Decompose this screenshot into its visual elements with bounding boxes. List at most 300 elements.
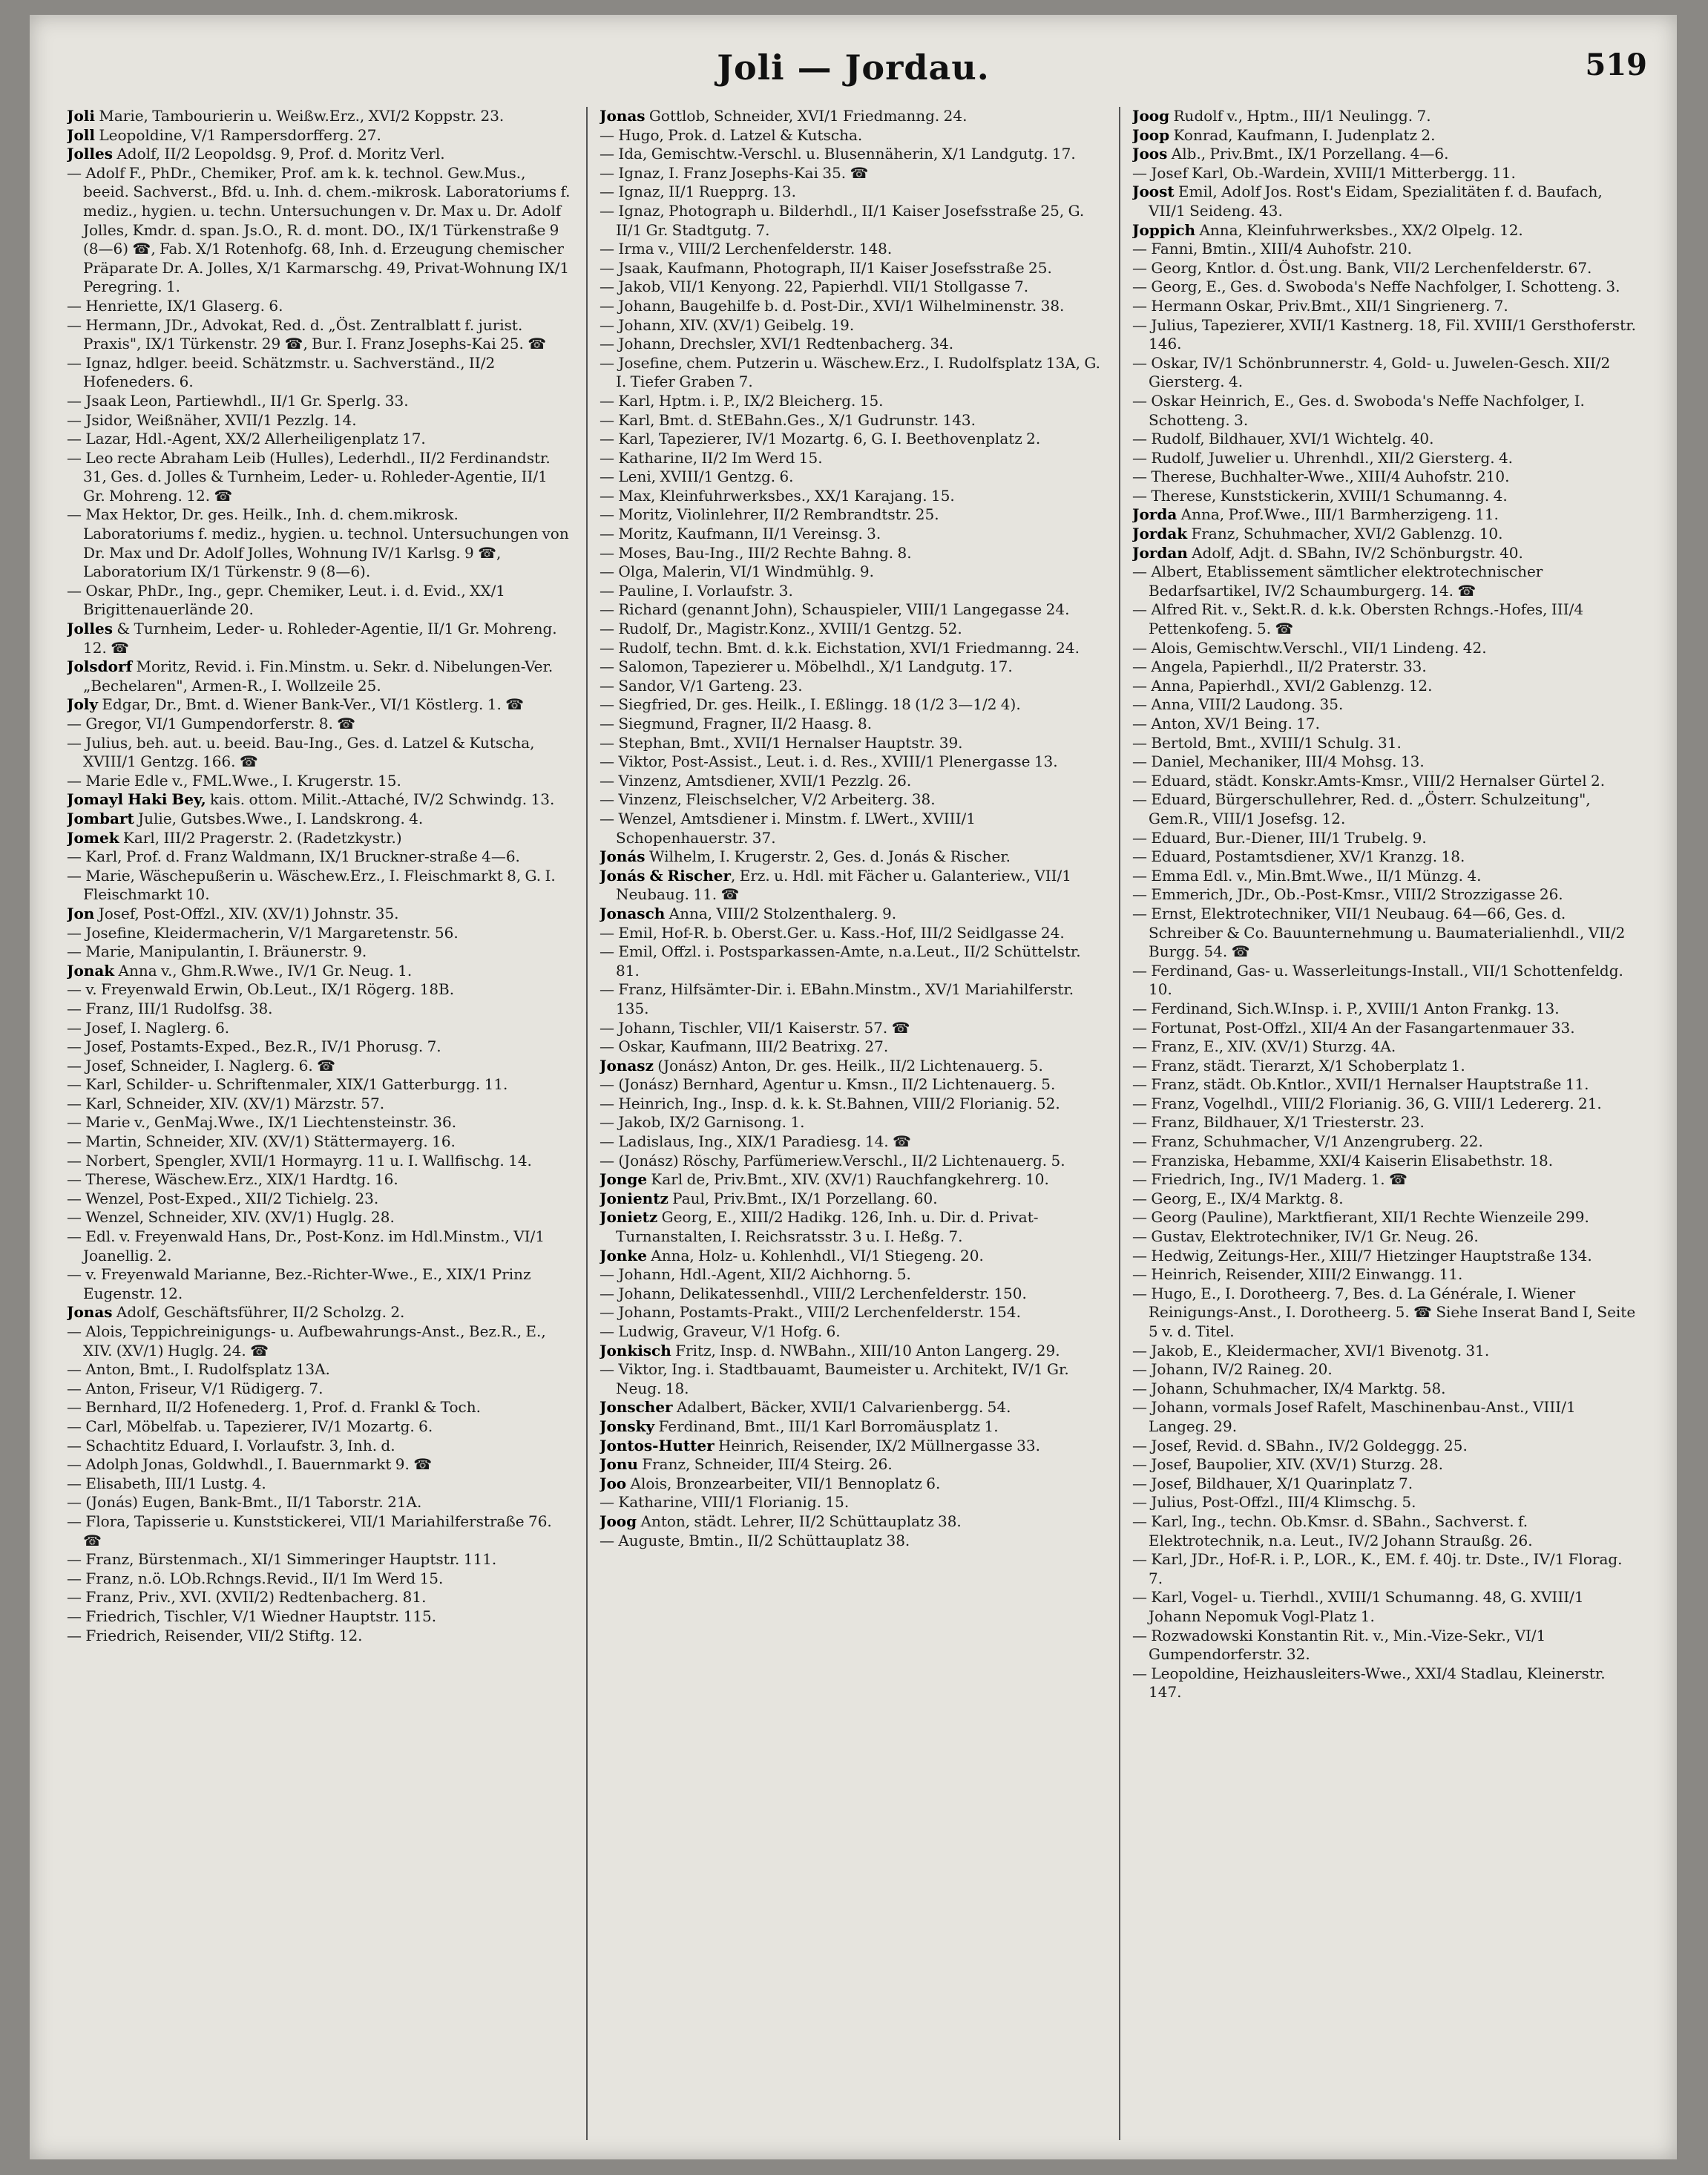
entry-text: — Karl, Vogel- u. Tierhdl., XVIII/1 Schumanng. 48, G. XVIII/1 Johann Nepomuk Vogl-Platz 1.: [1132, 1588, 1584, 1625]
entry-text: — Julius, Post-Offzl., III/4 Klimschg. 5.: [1132, 1493, 1416, 1512]
directory-entry: [67, 411, 571, 430]
entry-surname: Jonás & Rischer: [600, 866, 732, 885]
directory-entry: [67, 772, 571, 791]
entry-surname: Jonasch: [600, 904, 666, 922]
entry-text: — Leo recte Abraham Leib (Hulles), Lederhdl., II/2 Ferdinandstr. 31, Ges. d. Jolles & Turnheim, Leder- u. Rohleder-Agentie, II/1 Gr. Mohreng. 12. ☎: [67, 448, 551, 505]
entry-text: — Karl, Ing., techn. Ob.Kmsr. d. SBahn., Sachverst. f. Elektrotechnik, n.a. Leut., IV/2 Johann Straußg. 26.: [1132, 1512, 1533, 1549]
directory-entry: [600, 468, 1104, 487]
directory-entry: [600, 430, 1104, 449]
entry-text: Adolf, II/2 Leopoldsg. 9, Prof. d. Moritz Verl.: [112, 145, 445, 163]
directory-entry: [67, 1512, 571, 1550]
directory-entry: [67, 1037, 571, 1057]
entry-text: Karl de, Priv.Bmt., XIV. (XV/1) Rauchfangkehrerg. 10.: [647, 1170, 1049, 1189]
directory-entry: [67, 1227, 571, 1265]
entry-text: — Max, Kleinfuhrwerksbes., XX/1 Karajang. 15.: [600, 486, 955, 505]
directory-entry: [1132, 430, 1637, 449]
entry-text: Alb., Priv.Bmt., IX/1 Porzellang. 4—6.: [1167, 145, 1449, 163]
directory-entry: [67, 1455, 571, 1474]
directory-entry: [1132, 505, 1637, 525]
entry-text: — Adolph Jonas, Goldwhdl., I. Bauernmarkt 9. ☎: [67, 1455, 433, 1474]
directory-entry: [600, 695, 1104, 715]
directory-entry: [1132, 752, 1637, 772]
entry-surname: Jordak: [1132, 525, 1188, 543]
directory-entry: [67, 847, 571, 867]
directory-entry: [1132, 392, 1637, 430]
entry-text: Anna, Holz- u. Kohlenhdl., VI/1 Stiegeng. 20.: [646, 1246, 984, 1264]
entry-text: — Josef, Postamts-Exped., Bez.R., IV/1 Phorusg. 7.: [67, 1037, 441, 1056]
directory-entry: [1132, 1588, 1637, 1626]
entry-text: — Georg, E., Ges. d. Swoboda's Neffe Nachfolger, I. Schotteng. 3.: [1132, 278, 1620, 296]
entry-text: — Franziska, Hebamme, XXI/4 Kaiserin Elisabethstr. 18.: [1132, 1151, 1554, 1169]
entry-text: — Wenzel, Schneider, XIV. (XV/1) Huglg. 28.: [67, 1208, 395, 1227]
directory-entry: [600, 335, 1104, 354]
directory-entry: [67, 1550, 571, 1569]
directory-entry: [67, 145, 571, 164]
directory-entry: [1132, 1000, 1637, 1019]
entry-text: — Anna, VIII/2 Laudong. 35.: [1132, 695, 1344, 714]
directory-entry: [600, 1019, 1104, 1038]
entry-text: — Friedrich, Reisender, VII/2 Stiftg. 12.: [67, 1626, 363, 1644]
directory-entry: [600, 639, 1104, 658]
directory-entry: [600, 905, 1104, 924]
directory-entry: [1132, 1190, 1637, 1209]
directory-entry: [600, 752, 1104, 772]
entry-surname: Jonak: [67, 961, 115, 980]
entry-text: — Moritz, Violinlehrer, II/2 Rembrandtstr. 25.: [600, 505, 939, 524]
directory-entry: [67, 354, 571, 392]
entry-text: — Vinzenz, Amtsdiener, XVII/1 Pezzlg. 26.: [600, 771, 912, 790]
entry-text: — Emil, Offzl. i. Postsparkassen-Amte, n.a.Leut., II/2 Schüttelstr. 81.: [600, 942, 1081, 980]
directory-entry: [600, 1512, 1104, 1532]
entry-text: — Karl, Schilder- u. Schriftenmaler, XIX/1 Gatterburgg. 11.: [67, 1075, 508, 1094]
entry-text: — Emmerich, JDr., Ob.-Post-Kmsr., VIII/2 Strozzigasse 26.: [1132, 885, 1563, 904]
directory-entry: [1132, 221, 1637, 240]
directory-entry: [67, 942, 571, 962]
directory-entry: [600, 657, 1104, 677]
entry-text: — Franz, Vogelhdl., VIII/2 Florianig. 36, G. VIII/1 Ledererg. 21.: [1132, 1094, 1602, 1112]
entry-text: — Max Hektor, Dr. ges. Heilk., Inh. d. chem.mikrosk. Laboratoriums f. mediz., hygien. u. technol. Untersuchungen von Dr. Max und Dr. Adolf Jolles, Wohnung IV/1 Karlsg. 9 ☎, Laboratorium IX/1 Türkenstr. 9 (8—6).: [67, 505, 569, 581]
directory-entry: [600, 1417, 1104, 1437]
entry-text: Julie, Gutsbes.Wwe., I. Landskrong. 4.: [134, 809, 424, 827]
entry-text: — (Jonász) Röschy, Parfümeriew.Verschl., II/2 Lichtenauerg. 5.: [600, 1151, 1065, 1169]
entry-text: — Franz, städt. Tierarzt, X/1 Schoberplatz 1.: [1132, 1056, 1465, 1075]
entry-text: — Viktor, Ing. i. Stadtbauamt, Baumeister u. Architekt, IV/1 Gr. Neug. 18.: [600, 1360, 1069, 1397]
directory-entry: [600, 790, 1104, 810]
directory-entry: [1132, 1550, 1637, 1588]
directory-entry: [67, 1437, 571, 1456]
directory-entry: [1132, 734, 1637, 753]
columns: [67, 107, 1640, 2140]
entry-text: Anna, Kleinfuhrwerksbes., XX/2 Olpelg. 12.: [1195, 220, 1523, 239]
directory-entry: [1132, 639, 1637, 658]
directory-entry: [1132, 259, 1637, 278]
entry-text: (Jonász) Anton, Dr. ges. Heilk., II/2 Lichtenauerg. 5.: [653, 1056, 1043, 1075]
entry-text: — Norbert, Spengler, XVII/1 Hormayrg. 11 u. I. Wallfischg. 14.: [67, 1151, 532, 1169]
entry-surname: Joog: [1132, 107, 1170, 125]
page-number: 519: [1585, 47, 1647, 82]
entry-text: — Ferdinand, Sich.W.Insp. i. P., XVIII/1 Anton Frankg. 13.: [1132, 999, 1560, 1017]
entry-text: — Johann, Tischler, VII/1 Kaiserstr. 57. ☎: [600, 1018, 910, 1037]
entry-surname: Joly: [67, 695, 99, 714]
entry-text: — Anton, XV/1 Being. 17.: [1132, 715, 1320, 732]
directory-entry: [67, 430, 571, 449]
entry-text: — Jakob, IX/2 Garnisong. 1.: [600, 1113, 805, 1132]
entry-text: — Ignaz, Photograph u. Bilderhdl., II/1 Kaiser Josefsstraße 25, G. II/1 Gr. Stadtgutg. 7.: [600, 201, 1085, 239]
entry-text: — Eduard, Bur.-Diener, III/1 Trubelg. 9.: [1132, 828, 1427, 847]
directory-entry: [1132, 867, 1637, 886]
entry-text: Fritz, Insp. d. NWBahn., XIII/10 Anton Langerg. 29.: [671, 1341, 1060, 1359]
entry-text: — Johann, XIV. (XV/1) Geibelg. 19.: [600, 315, 855, 334]
entry-text: — (Jonász) Bernhard, Agentur u. Kmsn., II/2 Lichtenauerg. 5.: [600, 1075, 1056, 1094]
directory-entry: [67, 126, 571, 145]
directory-entry: [1132, 1380, 1637, 1399]
entry-text: — Gregor, VI/1 Gumpendorferstr. 8. ☎: [67, 715, 356, 732]
entry-text: — Friedrich, Tischler, V/1 Wiedner Hauptstr. 115.: [67, 1607, 437, 1625]
entry-text: — Hedwig, Zeitungs-Her., XIII/7 Hietzinger Hauptstraße 134.: [1132, 1246, 1592, 1264]
running-title: Joli — Jordau.: [717, 47, 990, 88]
directory-entry: [1132, 1398, 1637, 1436]
entry-text: Adolf, Geschäftsführer, II/2 Scholzg. 2.: [112, 1303, 405, 1322]
entry-text: — Marie, Wäschepußerin u. Wäschew.Erz., I. Fleischmarkt 8, G. I. Fleischmarkt 10.: [67, 866, 556, 904]
entry-surname: Jorda: [1132, 505, 1177, 524]
entry-text: — Wenzel, Post-Exped., XII/2 Tichielg. 23.: [67, 1189, 379, 1207]
directory-entry: [600, 1303, 1104, 1322]
entry-surname: Jonke: [600, 1246, 647, 1264]
directory-entry: [67, 924, 571, 943]
entry-text: — Johann, Postamts-Prakt., VIII/2 Lerchenfelderstr. 154.: [600, 1303, 1021, 1322]
entry-text: — Alois, Teppichreinigungs- u. Aufbewahrungs-Anst., Bez.R., E., XIV. (XV/1) Huglg. 24. ☎: [67, 1322, 546, 1359]
entry-text: — Karl, Prof. d. Franz Waldmann, IX/1 Bruckner-straße 4—6.: [67, 847, 520, 866]
entry-surname: Joll: [67, 125, 95, 144]
directory-entry: [1132, 657, 1637, 677]
entry-text: — Franz, E., XIV. (XV/1) Sturzg. 4A.: [1132, 1037, 1396, 1056]
directory-entry: [600, 392, 1104, 411]
directory-entry: [600, 278, 1104, 297]
entry-text: — Therese, Kunststickerin, XVIII/1 Schumanng. 4.: [1132, 486, 1508, 505]
directory-entry: [600, 1265, 1104, 1285]
entry-surname: Jomek: [67, 828, 119, 847]
directory-entry: [67, 1322, 571, 1360]
directory-entry: [600, 202, 1104, 240]
entry-text: — Martin, Schneider, XIV. (XV/1) Stättermayerg. 16.: [67, 1132, 456, 1151]
entry-text: — Karl, Bmt. d. StEBahn.Ges., X/1 Gudrunstr. 143.: [600, 410, 976, 429]
directory-entry: [1132, 1057, 1637, 1076]
directory-entry: [67, 1360, 571, 1380]
entry-text: — Friedrich, Ing., IV/1 Maderg. 1. ☎: [1132, 1170, 1408, 1189]
directory-entry: [1132, 1455, 1637, 1474]
directory-entry: [1132, 525, 1637, 544]
entry-text: Emil, Adolf Jos. Rost's Eidam, Spezialitäten f. d. Baufach, VII/1 Seideng. 43.: [1149, 183, 1603, 220]
directory-entry: [67, 1627, 571, 1646]
directory-entry: [1132, 1512, 1637, 1550]
directory-entry: [1132, 1664, 1637, 1702]
directory-entry: [67, 620, 571, 657]
directory-entry: [600, 1493, 1104, 1512]
entry-text: Anna, VIII/2 Stolzenthalerg. 9.: [665, 904, 897, 922]
entry-text: — Bernhard, II/2 Hofenederg. 1, Prof. d. Frankl & Toch.: [67, 1398, 481, 1417]
directory-entry: [600, 354, 1104, 392]
directory-entry: [67, 1000, 571, 1019]
entry-surname: Jolles: [67, 145, 113, 163]
directory-entry: [67, 1303, 571, 1322]
entry-surname: Joost: [1132, 183, 1175, 201]
entry-text: — Katharine, VIII/1 Florianig. 15.: [600, 1493, 850, 1512]
entry-surname: Joos: [1132, 145, 1168, 163]
directory-entry: [1132, 354, 1637, 392]
directory-entry: [600, 1247, 1104, 1266]
entry-text: — Elisabeth, III/1 Lustg. 4.: [67, 1474, 266, 1492]
entry-text: — Fortunat, Post-Offzl., XII/4 An der Fasangartenmauer 33.: [1132, 1018, 1575, 1037]
column-1: [67, 107, 571, 2140]
directory-entry: [1132, 240, 1637, 259]
column-3: [1132, 107, 1637, 2140]
entry-surname: Jombart: [67, 809, 134, 827]
entry-text: Franz, Schneider, III/4 Steirg. 26.: [637, 1455, 893, 1474]
entry-text: Anna v., Ghm.R.Wwe., IV/1 Gr. Neug. 1.: [114, 961, 413, 980]
entry-text: — Katharine, II/2 Im Werd 15.: [600, 448, 823, 467]
directory-entry: [1132, 790, 1637, 828]
directory-entry: [600, 505, 1104, 525]
entry-text: — Fanni, Bmtin., XIII/4 Auhofstr. 210.: [1132, 240, 1413, 258]
entry-text: Konrad, Kaufmann, I. Judenplatz 2.: [1169, 125, 1436, 144]
entry-text: — Therese, Buchhalter-Wwe., XIII/4 Auhofstr. 210.: [1132, 468, 1510, 486]
directory-entry: [67, 164, 571, 297]
entry-text: — Angela, Papierhdl., II/2 Praterstr. 33.: [1132, 657, 1427, 676]
entry-text: — Franz, Priv., XVI. (XVII/2) Redtenbacherg. 81.: [67, 1588, 427, 1607]
entry-text: — Ida, Gemischtw.-Verschl. u. Blusennäherin, X/1 Landgutg. 17.: [600, 145, 1076, 163]
entry-text: — Ernst, Elektrotechniker, VII/1 Neubaug. 64—66, Ges. d. Schreiber & Co. Bauunternehmung u. Baumaterialienhdl., VII/2 Burgg. 54. ☎: [1132, 904, 1626, 961]
entry-text: — Oskar, PhDr., Ing., gepr. Chemiker, Leut. i. d. Evid., XX/1 Brigittenauerlände 20.: [67, 581, 506, 619]
directory-entry: [600, 847, 1104, 867]
directory-entry: [600, 1474, 1104, 1494]
entry-text: — Pauline, I. Vorlaufstr. 3.: [600, 581, 793, 600]
entry-text: — Karl, Tapezierer, IV/1 Mozartg. 6, G. I. Beethovenplatz 2.: [600, 430, 1041, 448]
entry-text: — Rudolf, techn. Bmt. d. k.k. Eichstation, XVI/1 Friedmanng. 24.: [600, 638, 1080, 657]
entry-surname: Jonietz: [600, 1208, 658, 1227]
directory-entry: [600, 1398, 1104, 1417]
entry-text: — Jakob, VII/1 Kenyong. 22, Papierhdl. VII/1 Stollgasse 7.: [600, 278, 1029, 296]
entry-text: Marie, Tambourierin u. Weißw.Erz., XVI/2 Koppstr. 23.: [95, 107, 505, 125]
entry-text: — Franz, III/1 Rudolfsg. 38.: [67, 999, 273, 1017]
directory-entry: [67, 297, 571, 316]
entry-text: Adolf, Adjt. d. SBahn, IV/2 Schönburgstr. 40.: [1187, 543, 1523, 562]
entry-surname: Jonge: [600, 1170, 648, 1189]
directory-entry: [600, 1075, 1104, 1095]
directory-entry: [600, 1532, 1104, 1551]
directory-entry: [1132, 1152, 1637, 1171]
entry-surname: Jonkisch: [600, 1341, 671, 1359]
column-2: [600, 107, 1104, 2140]
entry-text: — Johann, Delikatessenhdl., VIII/2 Lerchenfelderstr. 150.: [600, 1284, 1027, 1302]
entry-text: — Anton, Bmt., I. Rudolfsplatz 13A.: [67, 1360, 330, 1379]
entry-text: — Hugo, E., I. Dorotheerg. 7, Bes. d. La Générale, I. Wiener Reinigungs-Anst., I. Dorotheerg. 5. ☎ Siehe Inserat Band I, Seite 5 v. d. Titel.: [1132, 1284, 1636, 1340]
directory-entry: [1132, 126, 1637, 145]
directory-entry: [1132, 1170, 1637, 1190]
entry-text: — Stephan, Bmt., XVII/1 Hernalser Hauptstr. 39.: [600, 733, 963, 752]
entry-text: — Johann, Schuhmacher, IX/4 Marktg. 58.: [1132, 1379, 1446, 1397]
entry-text: — Josef, Baupolier, XIV. (XV/1) Sturzg. 28.: [1132, 1455, 1443, 1474]
directory-entry: [600, 1342, 1104, 1361]
entry-text: — Leni, XVIII/1 Gentzg. 6.: [600, 468, 794, 486]
directory-entry: [1132, 1208, 1637, 1227]
entry-surname: Jolsdorf: [67, 657, 133, 676]
entry-text: Karl, III/2 Pragerstr. 2. (Radetzkystr.): [119, 828, 402, 847]
directory-entry: [1132, 829, 1637, 848]
directory-entry: [1132, 1493, 1637, 1512]
entry-text: — Auguste, Bmtin., II/2 Schüttauplatz 38.: [600, 1531, 910, 1549]
entry-text: — Daniel, Mechaniker, III/4 Mohsg. 13.: [1132, 752, 1425, 771]
directory-entry: [67, 1190, 571, 1209]
entry-text: — Johann, IV/2 Raineg. 20.: [1132, 1360, 1333, 1379]
entry-text: — Jsaak Leon, Partiewhdl., II/1 Gr. Sperlg. 33.: [67, 391, 409, 410]
entry-text: — Henriette, IX/1 Glaserg. 6.: [67, 296, 283, 315]
entry-text: Edgar, Dr., Bmt. d. Wiener Bank-Ver., VI/1 Köstlerg. 1. ☎: [98, 695, 525, 714]
directory-entry: [600, 1113, 1104, 1132]
directory-entry: [67, 1417, 571, 1437]
entry-text: — Johann, Baugehilfe b. d. Post-Dir., XVI/1 Wilhelminenstr. 38.: [600, 296, 1065, 315]
entry-text: — Julius, beh. aut. u. beeid. Bau-Ing., Ges. d. Latzel & Kutscha, XVIII/1 Gentzg. 166. ☎: [67, 733, 535, 771]
entry-text: — Viktor, Post-Assist., Leut. i. d. Res., XVIII/1 Plenergasse 13.: [600, 752, 1058, 771]
directory-entry: [1132, 562, 1637, 600]
directory-entry: [1132, 600, 1637, 638]
directory-entry: [67, 1607, 571, 1627]
entry-text: Franz, Schuhmacher, XVI/2 Gablenzg. 10.: [1187, 525, 1503, 543]
directory-entry: [600, 525, 1104, 544]
directory-entry: [600, 411, 1104, 430]
directory-entry: [1132, 1627, 1637, 1664]
entry-text: — Siegfried, Dr. ges. Heilk., I. Eßlingg. 18 (1/2 3—1/2 4).: [600, 695, 1021, 714]
entry-text: — Eduard, Bürgerschullehrer, Red. d. „Österr. Schulzeitung", Gem.R., VIII/1 Josefsg. 12.: [1132, 790, 1591, 827]
directory-entry: [1132, 487, 1637, 506]
directory-entry: [67, 1075, 571, 1095]
entry-text: — Franz, Bürstenmach., XI/1 Simmeringer Hauptstr. 111.: [67, 1550, 497, 1569]
entry-text: Paul, Priv.Bmt., IX/1 Porzellang. 60.: [668, 1189, 938, 1207]
directory-entry: [67, 107, 571, 126]
directory-entry: [600, 942, 1104, 980]
directory-entry: [67, 1588, 571, 1607]
entry-text: — Josef, Bildhauer, X/1 Quarinplatz 7.: [1132, 1474, 1413, 1492]
entry-text: — Franz, städt. Ob.Kntlor., XVII/1 Hernalser Hauptstraße 11.: [1132, 1075, 1589, 1094]
entry-text: — Schachtitz Eduard, I. Vorlaufstr. 3, Inh. d.: [67, 1436, 395, 1454]
directory-entry: [67, 867, 571, 905]
entry-text: — Ladislaus, Ing., XIX/1 Paradiesg. 14. ☎: [600, 1132, 911, 1151]
entry-surname: Jonas: [600, 107, 646, 125]
directory-entry: [1132, 316, 1637, 354]
directory-entry: [1132, 905, 1637, 962]
entry-text: — Josefine, chem. Putzerin u. Wäschew.Erz., I. Rudolfsplatz 13A, G. I. Tiefer Graben 7.: [600, 353, 1100, 391]
entry-text: — Georg, E., IX/4 Marktg. 8.: [1132, 1189, 1344, 1207]
entry-text: — Moses, Bau-Ing., III/2 Rechte Bahng. 8.: [600, 543, 912, 562]
directory-entry: [600, 240, 1104, 259]
entry-text: — Franz, Schuhmacher, V/1 Anzengruberg. 22.: [1132, 1132, 1483, 1151]
entry-text: — Rudolf, Dr., Magistr.Konz., XVIII/1 Gentzg. 52.: [600, 620, 962, 638]
directory-entry: [67, 1170, 571, 1190]
entry-text: — Josef, Revid. d. SBahn., IV/2 Goldeggg. 25.: [1132, 1436, 1468, 1454]
entry-text: Moritz, Revid. i. Fin.Minstm. u. Sekr. d. Nibelungen-Ver. „Bechelaren", Armen-R., I. Wollzeile 25.: [83, 657, 554, 695]
entry-text: — Karl, Schneider, XIV. (XV/1) Märzstr. 57.: [67, 1094, 385, 1112]
directory-entry: [67, 829, 571, 848]
entry-text: — Adolf F., PhDr., Chemiker, Prof. am k. k. technol. Gew.Mus., beeid. Sachverst., Bfd. u. Inh. d. chem.-mikrosk. Laboratoriums f. mediz., hygien. u. techn. Untersuchungen v. Dr. Max u. Dr. Adolf Jolles, Kmdr. d. span. Js.O., R. d. mont. DO., IX/1 Türkenstraße 9 (8—6) ☎, Fab. X/1 Rotenhofg. 68, Inh. d. Erzeugung chemischer Präparate Dr. A. Jolles, X/1 Karmarschg. 49, Privat-Wohnung IX/1 Peregring. 1.: [67, 163, 571, 296]
entry-text: — Albert, Etablissement sämtlicher elektrotechnischer Bedarfsartikel, IV/2 Schaumburgerg. 14. ☎: [1132, 562, 1543, 600]
directory-entry: [1132, 449, 1637, 468]
entry-text: — Sandor, V/1 Garteng. 23.: [600, 676, 803, 695]
entry-text: — Therese, Wäschew.Erz., XIX/1 Hardtg. 16.: [67, 1170, 398, 1189]
directory-entry: [67, 1019, 571, 1038]
directory-entry: [1132, 1132, 1637, 1152]
entry-text: Heinrich, Reisender, IX/2 Müllnergasse 33.: [714, 1436, 1040, 1454]
entry-text: — Lazar, Hdl.-Agent, XX/2 Allerheiligenplatz 17.: [67, 430, 426, 448]
entry-text: — Johann, Drechsler, XVI/1 Redtenbacherg. 34.: [600, 335, 954, 353]
directory-entry: [600, 1132, 1104, 1152]
entry-surname: Jordan: [1132, 543, 1188, 562]
entry-text: Alois, Bronzearbeiter, VII/1 Bennoplatz 6.: [626, 1474, 941, 1492]
entry-text: — Anna, Papierhdl., XVI/2 Gablenzg. 12.: [1132, 676, 1433, 695]
entry-text: — Irma v., VIII/2 Lerchenfelderstr. 148.: [600, 240, 893, 258]
directory-entry: [600, 487, 1104, 506]
entry-text: Gottlob, Schneider, XVI/1 Friedmanng. 24.: [645, 107, 968, 125]
entry-surname: Joppich: [1132, 220, 1196, 239]
directory-entry: [1132, 145, 1637, 164]
entry-text: — Edl. v. Freyenwald Hans, Dr., Post-Konz. im Hdl.Minstm., VI/1 Joanellig. 2.: [67, 1227, 545, 1264]
directory-entry: [600, 1455, 1104, 1474]
directory-entry: [1132, 1227, 1637, 1247]
entry-surname: Jontos-Hutter: [600, 1436, 715, 1454]
entry-text: Ferdinand, Bmt., III/1 Karl Borromäusplatz 1.: [654, 1417, 999, 1435]
entry-text: — Richard (genannt John), Schauspieler, VIII/1 Langegasse 24.: [600, 600, 1070, 619]
entry-text: — Jakob, E., Kleidermacher, XVI/1 Bivenotg. 31.: [1132, 1341, 1490, 1359]
entry-text: — Hermann Oskar, Priv.Bmt., XII/1 Singrienerg. 7.: [1132, 296, 1508, 315]
entry-text: — (Jonás) Eugen, Bank-Bmt., II/1 Taborstr. 21A.: [67, 1493, 422, 1512]
directory-entry: [600, 126, 1104, 145]
directory-entry: [600, 1057, 1104, 1076]
directory-entry: [600, 1437, 1104, 1456]
directory-entry: [600, 1170, 1104, 1190]
directory-entry: [67, 582, 571, 620]
entry-text: — Rudolf, Juwelier u. Uhrenhdl., XII/2 Giersterg. 4.: [1132, 448, 1514, 467]
directory-entry: [600, 1095, 1104, 1114]
entry-text: — Flora, Tapisserie u. Kunststickerei, VII/1 Mariahilferstraße 76. ☎: [67, 1512, 552, 1549]
directory-entry: [67, 1265, 571, 1303]
directory-entry: [67, 392, 571, 411]
entry-text: Adalbert, Bäcker, XVII/1 Calvarienbergg. 54.: [672, 1398, 1011, 1417]
directory-entry: [67, 1474, 571, 1494]
directory-entry: [1132, 107, 1637, 126]
entry-text: — Hugo, Prok. d. Latzel & Kutscha.: [600, 125, 863, 144]
directory-entry: [67, 1493, 571, 1512]
directory-entry: [1132, 1285, 1637, 1342]
entry-text: — v. Freyenwald Erwin, Ob.Leut., IX/1 Rögerg. 18B.: [67, 980, 455, 999]
column-rule: [1119, 107, 1120, 2140]
directory-entry: [600, 810, 1104, 847]
entry-surname: Joli: [67, 107, 95, 125]
entry-text: — Oskar Heinrich, E., Ges. d. Swoboda's Neffe Nachfolger, I. Schotteng. 3.: [1132, 391, 1585, 429]
entry-text: — Georg (Pauline), Marktfierant, XII/1 Rechte Wienzeile 299.: [1132, 1208, 1589, 1227]
directory-entry: [67, 1057, 571, 1076]
entry-text: Josef, Post-Offzl., XIV. (XV/1) Johnstr. 35.: [94, 904, 399, 922]
entry-text: — Alfred Rit. v., Sekt.R. d. k.k. Obersten Rchngs.-Hofes, III/4 Pettenkofeng. 5. ☎: [1132, 600, 1584, 638]
directory-entry: [600, 980, 1104, 1018]
entry-text: — Ferdinand, Gas- u. Wasserleitungs-Install., VII/1 Schottenfeldg. 10.: [1132, 961, 1623, 999]
directory-entry: [600, 867, 1104, 905]
directory-entry: [600, 316, 1104, 335]
entry-surname: Joog: [600, 1512, 637, 1530]
directory-entry: [600, 924, 1104, 943]
directory-entry: [1132, 1095, 1637, 1114]
entry-text: — Rudolf, Bildhauer, XVI/1 Wichtelg. 40.: [1132, 430, 1434, 448]
directory-entry: [1132, 1360, 1637, 1380]
entry-text: — Josef, Schneider, I. Naglerg. 6. ☎: [67, 1056, 336, 1075]
directory-entry: [67, 1152, 571, 1171]
